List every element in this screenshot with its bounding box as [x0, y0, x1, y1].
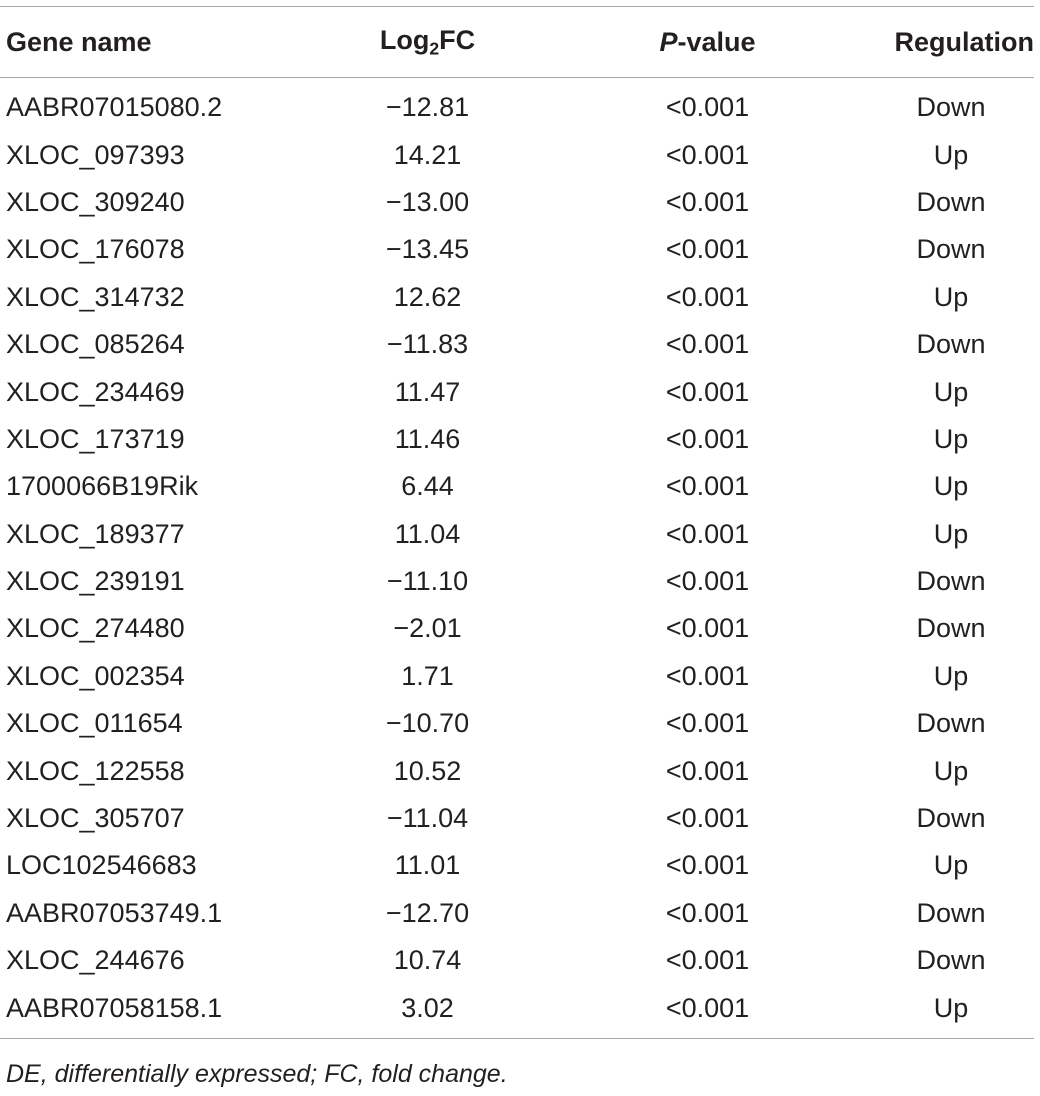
p-value-cell: <0.001 [665, 186, 750, 217]
table-row [0, 226, 1034, 273]
regulation-cell: Up [933, 139, 969, 170]
gene-name-cell: XLOC_244676 [6, 945, 185, 976]
p-value-cell: <0.001 [665, 234, 750, 265]
p-value-cell: <0.001 [665, 755, 750, 786]
p-value-cell: <0.001 [665, 945, 750, 976]
log2fc-cell: −12.70 [385, 897, 470, 928]
p-value-cell: <0.001 [665, 850, 750, 881]
gene-name-cell: XLOC_002354 [6, 660, 185, 691]
log2fc-cell: 11.01 [394, 850, 461, 881]
log2fc-cell: 1.71 [401, 660, 454, 691]
regulation-cell: Down [916, 613, 986, 644]
gene-name-cell: XLOC_234469 [6, 376, 185, 407]
p-value-cell: <0.001 [665, 281, 750, 312]
header-log2fc-suffix: FC [439, 24, 476, 55]
regulation-cell: Down [916, 92, 986, 123]
regulation-cell: Down [916, 186, 986, 217]
p-value-cell: <0.001 [665, 518, 750, 549]
gene-name-cell: AABR07053749.1 [6, 897, 223, 928]
regulation-cell: Up [933, 423, 969, 454]
gene-name-cell: AABR07015080.2 [6, 92, 223, 123]
p-value-cell: <0.001 [515, 984, 860, 1038]
gene-name-cell: XLOC_011654 [6, 708, 183, 739]
log2fc-cell: −11.83 [386, 329, 469, 360]
table-row [0, 179, 1034, 226]
p-value-cell: <0.001 [665, 660, 750, 691]
log2fc-cell: 3.02 [320, 984, 515, 1038]
gene-name-cell: XLOC_122558 [6, 755, 185, 786]
table-row [0, 653, 1034, 700]
table-row [0, 416, 1034, 463]
gene-name-cell: LOC102546683 [6, 850, 197, 881]
gene-name-cell: XLOC_309240 [6, 186, 185, 217]
log2fc-cell: −13.00 [385, 186, 470, 217]
table-row [0, 321, 1034, 368]
gene-name-cell: XLOC_314732 [6, 281, 185, 312]
log2fc-cell: −10.70 [385, 708, 470, 739]
table-row [0, 463, 1034, 510]
gene-name-cell: XLOC_173719 [6, 423, 185, 454]
header-p-rest: -value [677, 26, 756, 57]
table-row [0, 747, 1034, 794]
gene-name-cell: 1700066B19Rik [6, 471, 199, 502]
log2fc-cell: −11.10 [386, 566, 469, 597]
de-genes-table [0, 6, 1034, 1039]
gene-name-cell: XLOC_305707 [6, 803, 185, 834]
p-value-cell: <0.001 [665, 803, 750, 834]
regulation-cell: Down [916, 803, 986, 834]
p-value-cell: <0.001 [665, 92, 750, 123]
p-value-cell: <0.001 [665, 139, 750, 170]
gene-name-cell: XLOC_189377 [6, 518, 185, 549]
p-value-cell: <0.001 [665, 566, 750, 597]
log2fc-cell: −11.04 [386, 803, 469, 834]
p-value-cell: <0.001 [665, 613, 750, 644]
table-row [0, 131, 1034, 178]
table-footnote: DE, differentially expressed; FC, fold change. [6, 1060, 508, 1088]
table-row [0, 984, 1034, 1038]
log2fc-cell: 14.21 [393, 139, 462, 170]
gene-name-cell: XLOC_176078 [6, 234, 185, 265]
table-row [0, 558, 1034, 605]
regulation-cell: Up [933, 471, 969, 502]
log2fc-cell: 12.62 [393, 281, 462, 312]
table-row [0, 605, 1034, 652]
regulation-cell: Down [916, 945, 986, 976]
log2fc-cell: 11.46 [394, 423, 461, 454]
regulation-cell: Up [933, 376, 969, 407]
regulation-cell: Up [933, 850, 969, 881]
p-value-cell: <0.001 [665, 329, 750, 360]
table-row [0, 795, 1034, 842]
regulation-cell: Down [916, 566, 986, 597]
header-p-value [515, 7, 860, 78]
log2fc-cell: −13.45 [385, 234, 470, 265]
gene-name-cell: XLOC_085264 [6, 329, 185, 360]
table-row [0, 368, 1034, 415]
log2fc-cell: 10.52 [393, 755, 462, 786]
regulation-cell: Down [916, 708, 986, 739]
header-log2fc-subscript: 2 [429, 38, 440, 59]
table-row [0, 511, 1034, 558]
table-row [0, 937, 1034, 984]
header-row [0, 7, 1034, 78]
regulation-cell: Up [933, 518, 969, 549]
regulation-cell: Down [916, 234, 986, 265]
regulation-cell: Down [916, 329, 986, 360]
header-log2fc [320, 7, 515, 78]
log2fc-cell: −12.81 [385, 92, 470, 123]
gene-name-cell: XLOC_239191 [6, 566, 185, 597]
table-row [0, 274, 1034, 321]
regulation-cell: Up [933, 755, 969, 786]
header-p-italic: P [659, 26, 678, 57]
p-value-cell: <0.001 [665, 376, 750, 407]
log2fc-cell: 11.04 [394, 518, 461, 549]
regulation-cell: Down [916, 897, 986, 928]
p-value-cell: <0.001 [665, 471, 750, 502]
table-row [0, 842, 1034, 889]
table-header [0, 7, 1034, 78]
log2fc-cell: −2.01 [393, 613, 462, 644]
gene-name-cell: AABR07058158.1 [0, 984, 320, 1038]
log2fc-cell: 10.74 [393, 945, 462, 976]
header-log2fc-prefix: Log [379, 24, 430, 55]
p-value-cell: <0.001 [665, 708, 750, 739]
header-regulation: Regulation [860, 7, 1034, 78]
table-body [0, 78, 1034, 1039]
table-row [0, 78, 1034, 132]
gene-name-cell: XLOC_097393 [6, 139, 185, 170]
regulation-cell: Up [933, 660, 969, 691]
header-gene-name: Gene name [0, 7, 320, 78]
regulation-cell: Up [860, 984, 1034, 1038]
p-value-cell: <0.001 [665, 897, 750, 928]
p-value-cell: <0.001 [665, 423, 750, 454]
regulation-cell: Up [933, 281, 969, 312]
gene-name-cell: XLOC_274480 [6, 613, 185, 644]
log2fc-cell: 6.44 [401, 471, 454, 502]
table-row [0, 700, 1034, 747]
table-row [0, 890, 1034, 937]
log2fc-cell: 11.47 [394, 376, 461, 407]
